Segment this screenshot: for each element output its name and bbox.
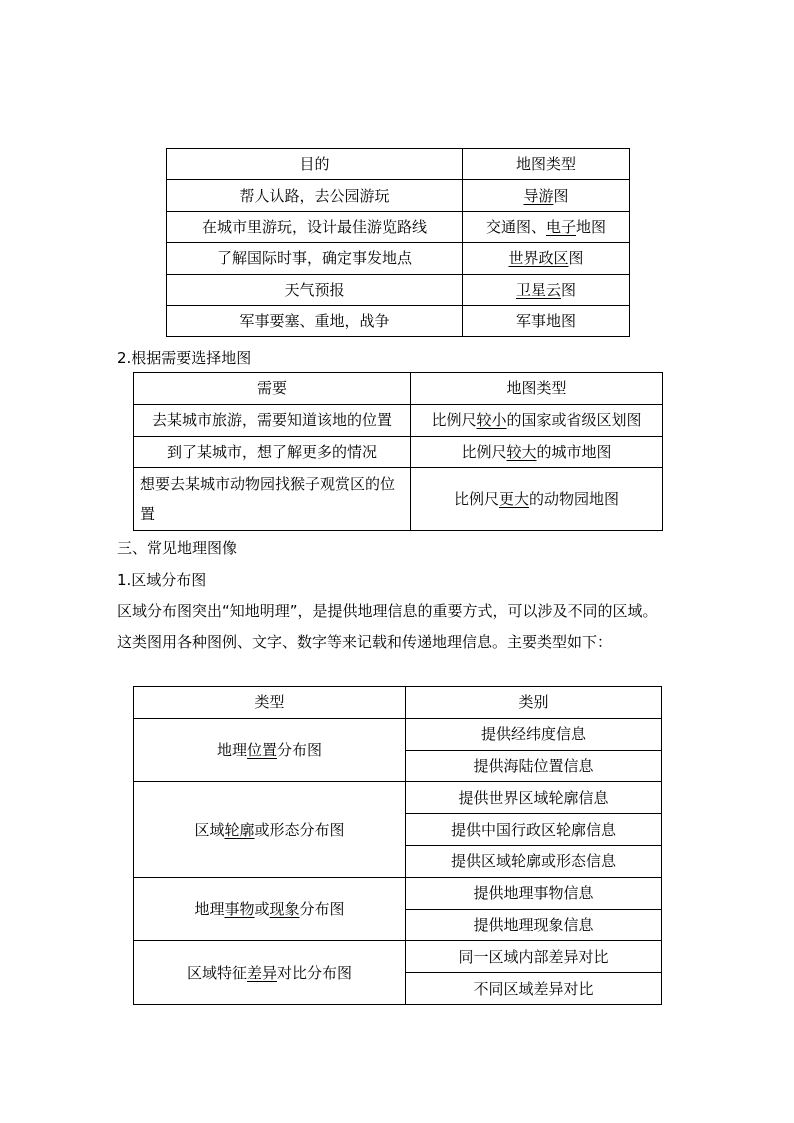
need-cell: 去某城市旅游，需要知道该地的位置 bbox=[134, 404, 411, 436]
section-3-heading: 三、常见地理图像 bbox=[117, 539, 238, 557]
header-map-type: 地图类型 bbox=[463, 149, 630, 180]
paragraph-line-1: 区域分布图突出“知地明理”，是提供地理信息的重要方式，可以涉及不同的区域。 bbox=[117, 602, 658, 620]
category-cell: 提供世界区域轮廓信息 bbox=[406, 782, 662, 814]
table-row bbox=[134, 718, 662, 750]
purpose-cell: 了解国际时事，确定事发地点 bbox=[167, 243, 463, 274]
table-row bbox=[134, 941, 662, 973]
need-cell: 想要去某城市动物园找猴子观赏区的位置 bbox=[134, 468, 411, 531]
purpose-cell: 在城市里游玩，设计最佳游览路线 bbox=[167, 211, 463, 242]
category-cell: 不同区域差异对比 bbox=[406, 973, 662, 1005]
purpose-map-type-table bbox=[166, 148, 630, 337]
table-row bbox=[167, 180, 630, 211]
need-cell: 到了某城市，想了解更多的情况 bbox=[134, 436, 411, 468]
category-cell: 同一区域内部差异对比 bbox=[406, 941, 662, 973]
section-2-heading: 2.根据需要选择地图 bbox=[117, 349, 252, 367]
table-header-row bbox=[167, 149, 630, 180]
header-type: 类型 bbox=[134, 687, 406, 719]
map-type-cell: 比例尺更大的动物园地图 bbox=[411, 468, 663, 531]
map-type-cell: 军事地图 bbox=[463, 305, 630, 336]
table-row bbox=[134, 468, 663, 531]
map-type-cell: 交通图、电子地图 bbox=[463, 211, 630, 242]
table-header-row bbox=[134, 687, 662, 719]
category-cell: 提供地理事物信息 bbox=[406, 877, 662, 909]
table-row bbox=[134, 877, 662, 909]
map-type-cell: 比例尺较大的城市地图 bbox=[411, 436, 663, 468]
table-row bbox=[134, 782, 662, 814]
header-map-type: 地图类型 bbox=[411, 373, 663, 405]
purpose-cell: 天气预报 bbox=[167, 274, 463, 305]
map-type-cell: 卫星云图 bbox=[463, 274, 630, 305]
header-need: 需要 bbox=[134, 373, 411, 405]
purpose-cell: 军事要塞、重地，战争 bbox=[167, 305, 463, 336]
table-header-row bbox=[134, 373, 663, 405]
need-map-type-table bbox=[133, 372, 663, 531]
map-category-table bbox=[133, 686, 662, 1005]
header-purpose: 目的 bbox=[167, 149, 463, 180]
type-cell: 区域特征差异对比分布图 bbox=[134, 941, 406, 1005]
table-row bbox=[167, 274, 630, 305]
category-cell: 提供地理现象信息 bbox=[406, 909, 662, 941]
map-type-cell: 比例尺较小的国家或省级区划图 bbox=[411, 404, 663, 436]
type-cell: 区域轮廓或形态分布图 bbox=[134, 782, 406, 877]
category-cell: 提供中国行政区轮廓信息 bbox=[406, 814, 662, 846]
map-type-cell: 导游图 bbox=[463, 180, 630, 211]
table-row bbox=[167, 211, 630, 242]
header-category: 类别 bbox=[406, 687, 662, 719]
table-row bbox=[167, 305, 630, 336]
table-row bbox=[134, 404, 663, 436]
type-cell: 地理事物或现象分布图 bbox=[134, 877, 406, 941]
purpose-cell: 帮人认路，去公园游玩 bbox=[167, 180, 463, 211]
table-row bbox=[134, 436, 663, 468]
category-cell: 提供区域轮廓或形态信息 bbox=[406, 845, 662, 877]
subsection-1-heading: 1.区域分布图 bbox=[117, 571, 207, 589]
table-row bbox=[167, 243, 630, 274]
paragraph-line-2: 这类图用各种图例、文字、数字等来记载和传递地理信息。主要类型如下： bbox=[117, 633, 613, 651]
type-cell: 地理位置分布图 bbox=[134, 718, 406, 782]
map-type-cell: 世界政区图 bbox=[463, 243, 630, 274]
category-cell: 提供经纬度信息 bbox=[406, 718, 662, 750]
category-cell: 提供海陆位置信息 bbox=[406, 750, 662, 782]
